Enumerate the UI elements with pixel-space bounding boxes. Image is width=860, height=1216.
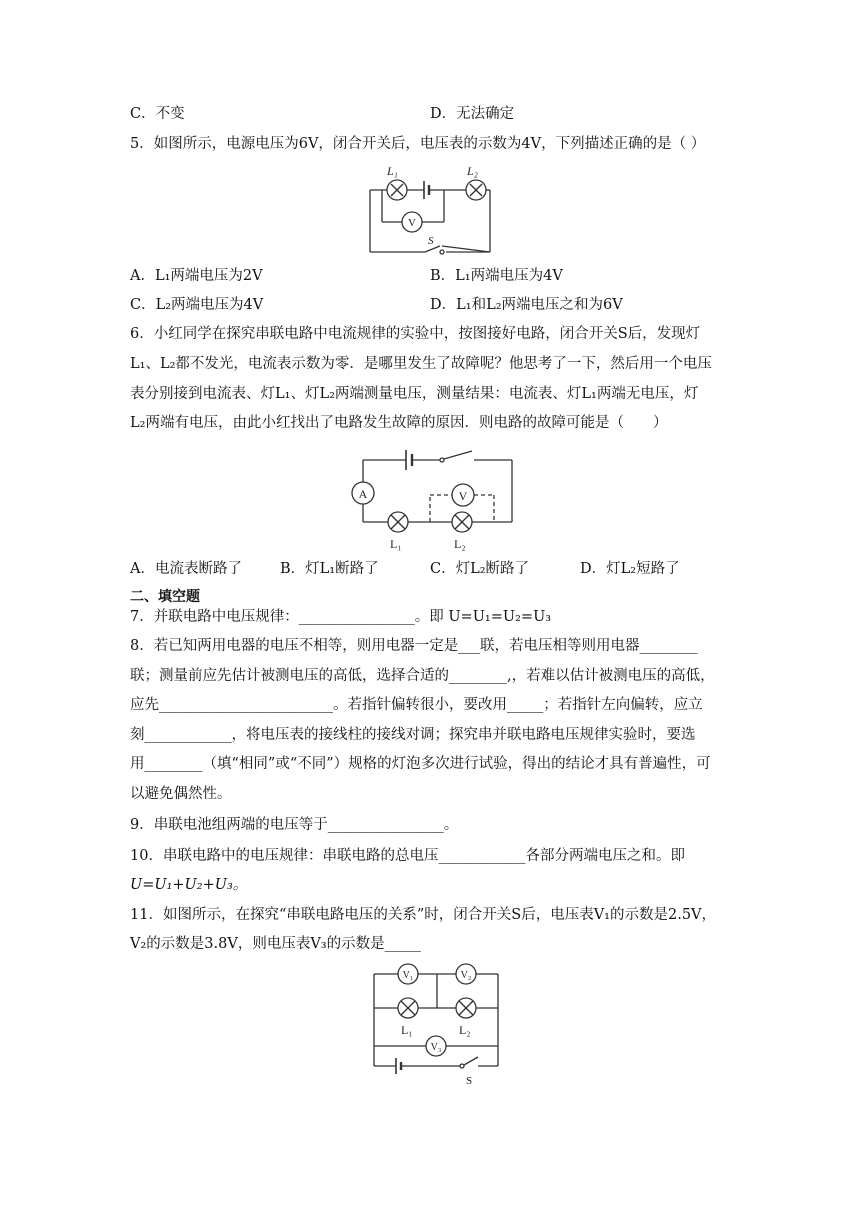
q11-v3-label: V₃ [430, 1042, 442, 1053]
q5-circuit-diagram [360, 158, 500, 258]
q6-line-3: 表分别接到电流表、灯L₁、灯L₂两端测量电压，测量结果：电流表、灯L₁两端无电压，灯 [130, 386, 699, 402]
q6-line-2: L₁、L₂都不发光，电流表示数为零．是哪里发生了故障呢？他思考了一下，然后用一个电压 [130, 356, 712, 372]
q5-voltmeter-label: V [408, 217, 416, 229]
q6-option-a: A．电流表断路了 [130, 561, 242, 577]
q5-option-b: B．L₁两端电压为4V [430, 268, 563, 284]
q7-text: 7．并联电路中电压规律：________________。即 U=U₁=U₂=U₃ [130, 609, 552, 625]
q6-l2-label: L₂ [454, 537, 466, 551]
q6-l1-label: L₁ [390, 537, 402, 551]
q8-line-1: 8．若已知两用电器的电压不相等，则用电器一定是___联，若电压相等则用电器________ [130, 638, 698, 654]
q5-option-d: D．L₁和L₂两端电压之和为6V [430, 297, 623, 313]
q6-line-4: L₂两端有电压，由此小红找出了电路发生故障的原因．则电路的故障可能是（ ） [130, 415, 668, 431]
q6-option-d: D．灯L₂短路了 [580, 561, 680, 577]
q8-line-2: 联；测量前应先估计被测电压的高低，选择合适的________,，若难以估计被测电压的高低， [130, 668, 715, 684]
q8-line-6: 以避免偶然性。 [130, 786, 232, 802]
q10-line-2: U=U₁+U₂+U₃。 [130, 877, 248, 893]
q11-line-1: 11．如图所示，在探究“串联电路电压的关系”时，闭合开关S后，电压表V₁的示数是2.5V， [130, 907, 717, 923]
q5-stem: 5．如图所示，电源电压为6V，闭合开关后，电压表的示数为4V，下列描述正确的是（ ） [130, 136, 706, 152]
q6-ammeter-label: A [358, 487, 368, 501]
q9-text: 9．串联电池组两端的电压等于________________。 [130, 817, 459, 833]
q5-option-a: A．L₁两端电压为2V [130, 268, 263, 284]
q6-circuit-diagram [340, 440, 520, 552]
q6-option-c: C．灯L₂断路了 [430, 561, 530, 577]
q11-l1-label: L₁ [401, 1023, 413, 1037]
q4-option-c: C．不变 [130, 106, 185, 122]
q6-voltmeter-label: V [458, 489, 468, 503]
q5-option-c: C．L₂两端电压为4V [130, 297, 264, 313]
q8-line-5: 用________（填“相同”或“不同”）规格的灯泡多次进行试验，得出的结论才具有普遍性，可 [130, 756, 711, 772]
q5-l2-label: L₂ [467, 164, 478, 178]
section-title: 二、填空题 [130, 589, 200, 605]
q6-line-1: 6．小红同学在探究串联电路中电流规律的实验中，按图接好电路，闭合开关S后，发现灯 [130, 326, 701, 342]
q4-option-d: D．无法确定 [430, 106, 515, 122]
q11-circuit-diagram [360, 958, 510, 1088]
q8-line-3: 应先________________________。若指针偏转很小，要改用_____；若指针左向偏转，应立 [130, 697, 703, 713]
q5-switch-label: S [428, 235, 434, 247]
q11-v1-label: V₁ [402, 970, 414, 981]
q11-l2-label: L₂ [459, 1023, 471, 1037]
q10-line-1: 10．串联电路中的电压规律：串联电路的总电压____________各部分两端电压之和。即 [130, 848, 685, 864]
q11-v2-label: V₂ [460, 970, 472, 981]
q8-line-4: 刻____________，将电压表的接线柱的接线对调；探究串并联电路电压规律实验时，要选 [130, 727, 696, 743]
q11-line-2: V₂的示数是3.8V，则电压表V₃的示数是_____ [130, 936, 421, 952]
q5-l1-label: L₁ [387, 164, 398, 178]
q6-option-b: B．灯L₁断路了 [280, 561, 379, 577]
q11-switch-label: S [466, 1075, 473, 1087]
